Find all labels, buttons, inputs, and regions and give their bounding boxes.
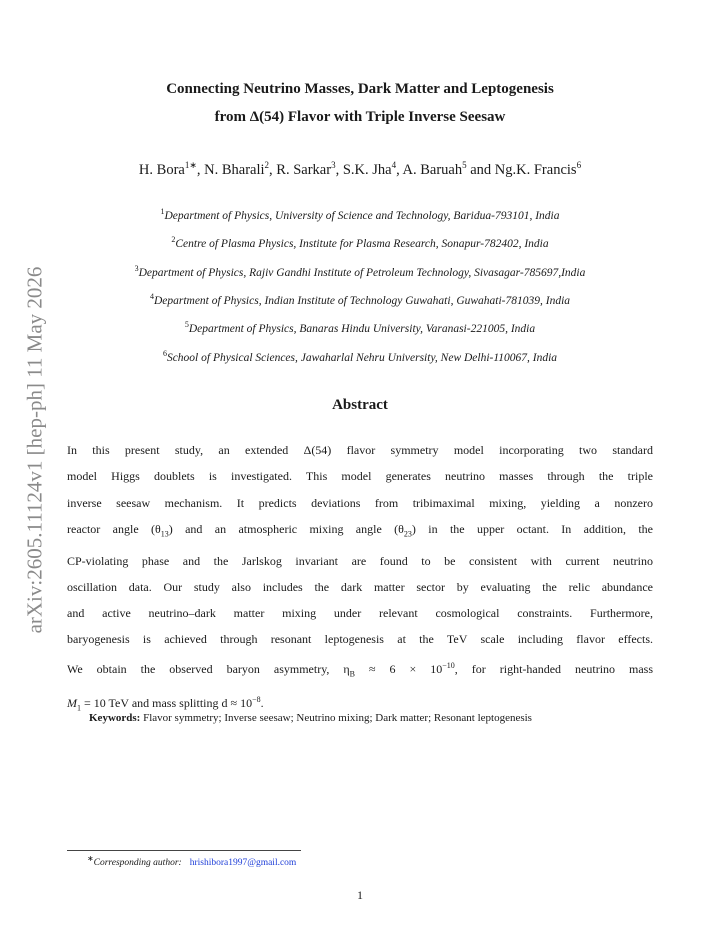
abstract-line: We obtain the observed baryon asymmetry, $\eta_B \approx 6 \times 10^{-10}$, for right-handed neutrino mass xyxy=(67,660,653,679)
author: R. Sarkar$^3$, xyxy=(276,160,343,178)
footnote: ∗Corresponding author: hrishibora1997@gmail.com xyxy=(87,854,297,869)
email-link[interactable]: hrishibora1997@gmail.com xyxy=(189,858,297,869)
affiliation: $^5$Department of Physics, Banaras Hindu University, Varanasi-221005, India xyxy=(184,320,536,336)
page-number: 1 xyxy=(357,888,363,902)
abstract-heading: Abstract xyxy=(332,397,388,413)
abstract-line: $M_1 = 10$ TeV and mass splitting $d \approx 10^{-8}$. xyxy=(67,695,264,713)
title-line-2: from Δ(54) Flavor with Triple Inverse Seesaw xyxy=(214,109,506,125)
keywords-label: Keywords: xyxy=(89,712,141,724)
affiliation: $^6$School of Physical Sciences, Jawaharlal Nehru University, New Delhi-110067, India xyxy=(162,348,558,364)
author: S.K. Jha$^4$, xyxy=(342,160,403,178)
abstract-body xyxy=(67,437,653,722)
author: N. Bharali$^2$, xyxy=(204,160,277,178)
abstract-line: oscillation data. Our study also includes the dark matter sector by evaluating the relic abundance xyxy=(67,579,653,594)
affiliation-list xyxy=(55,200,665,370)
author: A. Baruah$^5$ and xyxy=(402,160,495,178)
author: H. Bora$^{1∗}$, xyxy=(138,160,205,178)
arxiv-stamp-text: arXiv:2605.11124v1 [hep-ph] 11 May 2026 xyxy=(22,266,47,634)
abstract-line: baryogenesis is achieved through resonant leptogenesis at the TeV scale including flavor effects. xyxy=(67,632,653,647)
author: Ng.K. Francis$^6$ xyxy=(494,160,582,178)
abstract-line: In this present study, an extended Δ(54) flavor symmetry model incorporating two standard xyxy=(67,443,653,457)
affiliation: $^1$Department of Physics, University of Science and Technology, Baridua-793101, India xyxy=(160,207,560,222)
paper-title xyxy=(80,75,640,131)
abstract-line: reactor angle $(\theta_{13})$ and an atmospheric mixing angle $(\theta_{23})$ in the upper octant. In addition, the xyxy=(67,521,653,539)
affiliation: $^4$Department of Physics, Indian Institute of Technology Guwahati, Guwahati-781039, India xyxy=(149,291,571,307)
abstract-line: CP-violating phase and the Jarlskog invariant are found to be consistent with current neutrino xyxy=(67,553,653,568)
author-list xyxy=(60,160,660,179)
title-line-1: Connecting Neutrino Masses, Dark Matter and Leptogenesis xyxy=(166,81,554,97)
abstract-line: and active neutrino–dark matter mixing under relevant cosmological constraints. Furthermore, xyxy=(67,606,653,621)
abstract-line: inverse seesaw mechanism. It predicts deviations from tribimaximal mixing, yielding a nonzero xyxy=(67,495,653,510)
arxiv-stamp xyxy=(20,250,50,650)
footnote-label: Corresponding author: xyxy=(93,858,182,869)
affiliation: $^3$Department of Physics, Rajiv Gandhi Institute of Petroleum Technology, Sivasagar-785697,India xyxy=(134,263,586,279)
footnote-rule xyxy=(67,850,301,851)
keywords xyxy=(89,712,532,724)
keywords-text: Flavor symmetry; Inverse seesaw; Neutrino mixing; Dark matter; Resonant leptogenesis xyxy=(143,712,532,724)
affiliation: $^2$Centre of Plasma Physics, Institute for Plasma Research, Sonapur-782402, India xyxy=(171,235,549,251)
abstract-line: model Higgs doublets is investigated. This model generates neutrino masses through the triple xyxy=(67,469,653,484)
